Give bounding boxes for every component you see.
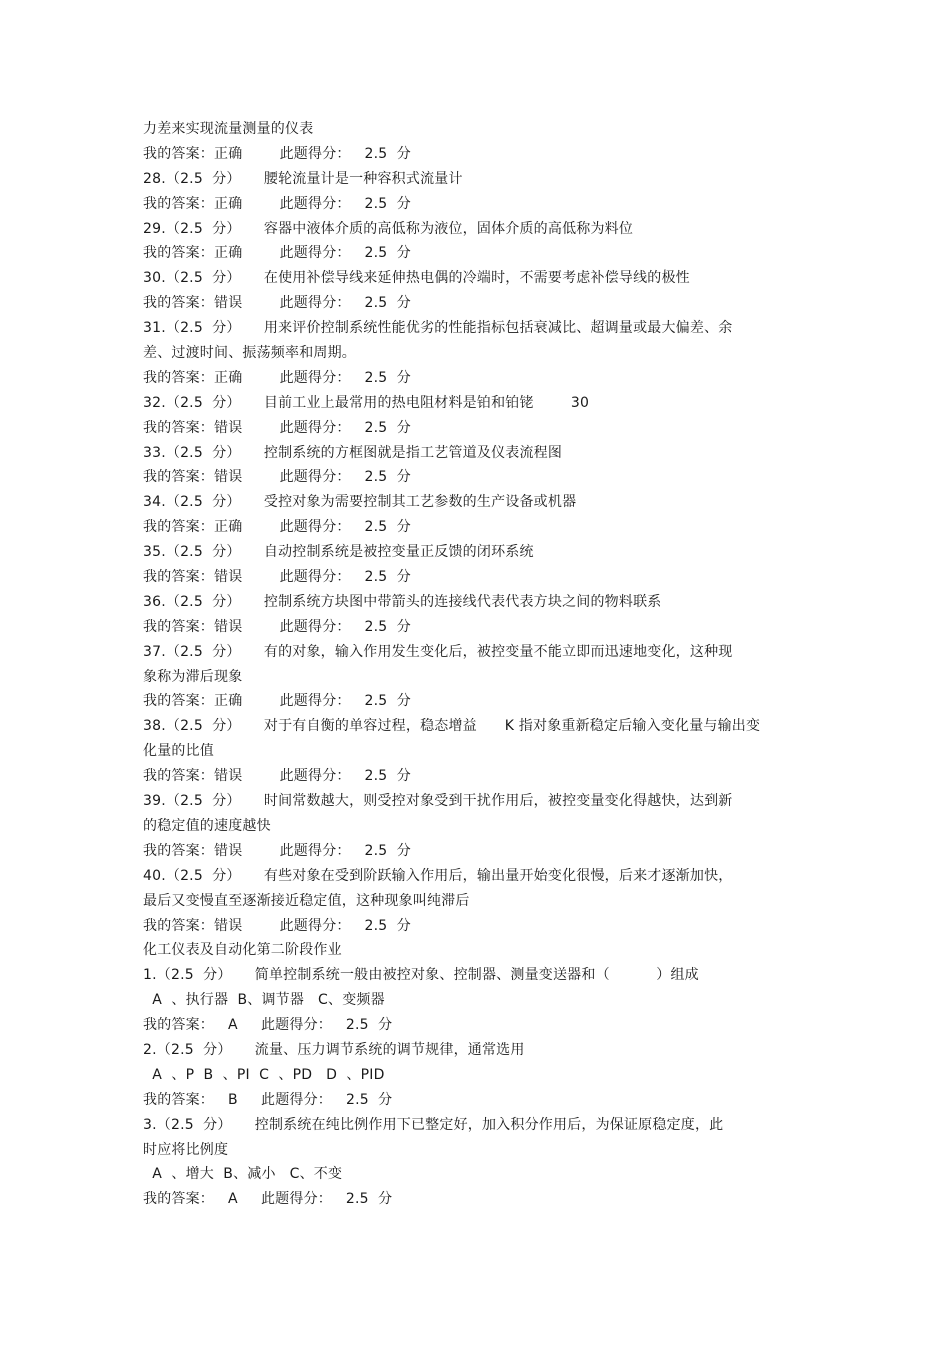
text-line: 我的答案：错误 此题得分： 2.5 分 — [143, 295, 411, 312]
text-line: 我的答案：错误 此题得分： 2.5 分 — [143, 917, 411, 934]
text-line: 差、过渡时间、振荡频率和周期。 — [143, 345, 356, 362]
text-line: 34.（2.5 分） 受控对象为需要控制其工艺参数的生产设备或机器 — [143, 494, 577, 511]
text-line: 化量的比值 — [143, 743, 214, 760]
text-line: 我的答案：正确 此题得分： 2.5 分 — [143, 693, 411, 710]
text-line: 我的答案： B 此题得分： 2.5 分 — [143, 1091, 393, 1108]
text-line: 我的答案： A 此题得分： 2.5 分 — [143, 1191, 393, 1208]
text-line: 1.（2.5 分） 简单控制系统一般由被控对象、控制器、测量变送器和（ ）组成 — [143, 967, 699, 984]
text-line: 我的答案：错误 此题得分： 2.5 分 — [143, 768, 411, 785]
text-line: A 、P B 、PI C 、PD D 、PID — [143, 1066, 385, 1083]
text-line: 我的答案：正确 此题得分： 2.5 分 — [143, 195, 411, 212]
text-line: 36.（2.5 分） 控制系统方块图中带箭头的连接线代表代表方块之间的物料联系 — [143, 593, 662, 610]
text-line: 32.（2.5 分） 目前工业上最常用的热电阻材料是铂和铂铑 30 — [143, 394, 590, 411]
text-line: 我的答案：错误 此题得分： 2.5 分 — [143, 469, 411, 486]
text-line: A 、增大 B、减小 C、不变 — [143, 1166, 343, 1183]
text-line: 28.（2.5 分） 腰轮流量计是一种容积式流量计 — [143, 170, 463, 187]
text-line: 我的答案：正确 此题得分： 2.5 分 — [143, 519, 411, 536]
text-line: 35.（2.5 分） 自动控制系统是被控变量正反馈的闭环系统 — [143, 544, 534, 561]
text-line: 我的答案：正确 此题得分： 2.5 分 — [143, 369, 411, 386]
text-line: 我的答案：正确 此题得分： 2.5 分 — [143, 245, 411, 262]
text-line: 29.（2.5 分） 容器中液体介质的高低称为液位，固体介质的高低称为料位 — [143, 220, 634, 237]
text-line: 30.（2.5 分） 在使用补偿导线来延伸热电偶的冷端时，不需要考虑补偿导线的极性 — [143, 270, 690, 287]
text-line: 我的答案：正确 此题得分： 2.5 分 — [143, 145, 411, 162]
text-line: 力差来实现流量测量的仪表 — [143, 121, 314, 137]
text-line: 最后又变慢直至逐渐接近稳定值，这种现象叫纯滞后 — [143, 892, 470, 909]
text-line: 3.（2.5 分） 控制系统在纯比例作用下已整定好，加入积分作用后，为保证原稳定度，此 — [143, 1116, 724, 1133]
text-line: 39.（2.5 分） 时间常数越大，则受控对象受到干扰作用后，被控变量变化得越快，达到新 — [143, 793, 733, 810]
text-line: 化工仪表及自动化第二阶段作业 — [143, 942, 342, 959]
text-line: 象称为滞后现象 — [143, 668, 243, 685]
text-line: 2.（2.5 分） 流量、压力调节系统的调节规律，通常选用 — [143, 1041, 525, 1058]
text-line: 33.（2.5 分） 控制系统的方框图就是指工艺管道及仪表流程图 — [143, 444, 563, 461]
text-line: 40.（2.5 分） 有些对象在受到阶跃输入作用后，输出量开始变化很慢，后来才逐渐加快， — [143, 867, 733, 884]
text-line: A 、执行器 B、调节器 C、变频器 — [143, 992, 385, 1009]
text-line: 的稳定值的速度越快 — [143, 817, 271, 834]
text-line: 我的答案：错误 此题得分： 2.5 分 — [143, 419, 411, 436]
text-line: 38.（2.5 分） 对于有自衡的单容过程，稳态增益 K 指对象重新稳定后输入变化量与输出变 — [143, 718, 761, 735]
text-line: 我的答案：错误 此题得分： 2.5 分 — [143, 618, 411, 635]
document-body — [143, 117, 803, 1212]
text-line: 31.（2.5 分） 用来评价控制系统性能优劣的性能指标包括衰减比、超调量或最大偏差、余 — [143, 320, 733, 337]
text-line: 我的答案：错误 此题得分： 2.5 分 — [143, 842, 411, 859]
text-line: 我的答案： A 此题得分： 2.5 分 — [143, 1017, 393, 1034]
text-line: 时应将比例度 — [143, 1141, 229, 1158]
text-line: 我的答案：错误 此题得分： 2.5 分 — [143, 569, 411, 586]
text-line: 37.（2.5 分） 有的对象，输入作用发生变化后，被控变量不能立即而迅速地变化，这种现 — [143, 643, 733, 660]
